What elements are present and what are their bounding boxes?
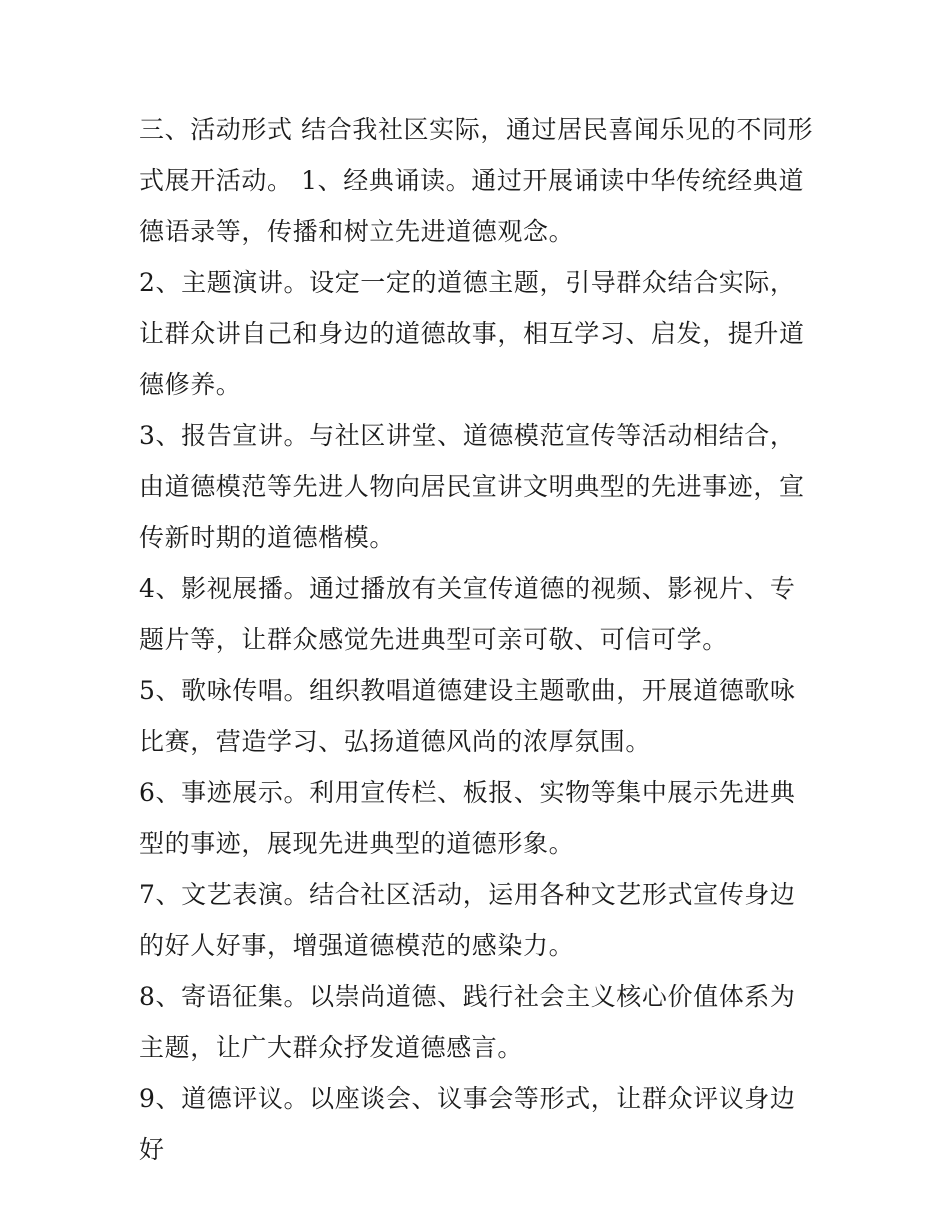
paragraph-moral-review: 9、道德评议。以座谈会、议事会等形式，让群众评议身边好: [139, 1084, 796, 1164]
paragraph-art-performance: 7、文艺表演。结合社区活动，运用各种文艺形式宣传身边的好人好事，增强道德模范的感染力。: [139, 880, 796, 960]
paragraph-message-collection: 8、寄语征集。以崇尚道德、践行社会主义核心价值体系为主题，让广大群众抒发道德感言。: [139, 982, 796, 1062]
paragraph-deeds-display: 6、事迹展示。利用宣传栏、板报、实物等集中展示先进典型的事迹，展现先进典型的道德形象。: [139, 778, 796, 858]
paragraph-report-lecture: 3、报告宣讲。与社区讲堂、道德模范宣传等活动相结合，由道德模范等先进人物向居民宣讲文明典型的先进事迹，宣传新时期的道德楷模。: [139, 421, 805, 552]
paragraph-film-screening: 4、影视展播。通过播放有关宣传道德的视频、影视片、专题片等，让群众感觉先进典型可亲可敬、可信可学。: [139, 574, 796, 654]
paragraph-singing: 5、歌咏传唱。组织教唱道德建设主题歌曲，开展道德歌咏比赛，营造学习、弘扬道德风尚的浓厚氛围。: [139, 676, 796, 756]
paragraph-activity-forms: 三、活动形式 结合我社区实际，通过居民喜闻乐见的不同形式展开活动。 1、经典诵读。通过开展诵读中华传统经典道德语录等，传播和树立先进道德观念。: [139, 115, 814, 246]
document-body: [139, 104, 819, 1175]
paragraph-theme-speech: 2、主题演讲。设定一定的道德主题，引导群众结合实际，让群众讲自己和身边的道德故事，相互学习、启发，提升道德修养。: [139, 268, 805, 399]
